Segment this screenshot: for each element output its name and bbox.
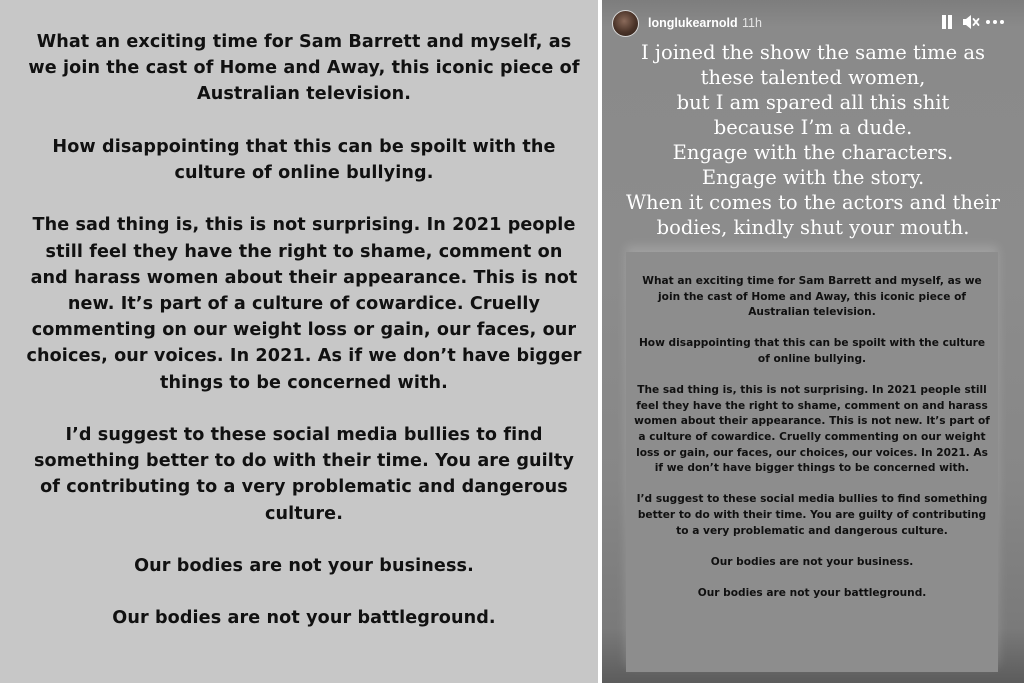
shared-post-text [634, 274, 990, 601]
card-paragraph-5: Our bodies are not your business. [710, 555, 914, 568]
card-paragraph-1: What an exciting time for Sam Barrett and myself, as we join the cast of Home and Away, this iconic piece of Australian television. [642, 275, 982, 319]
story-panel [602, 0, 1024, 683]
caption-line: bodies, kindly shut your mouth. [656, 216, 970, 239]
caption-line: I joined the show the same time as [641, 41, 985, 64]
story-caption [616, 40, 1010, 240]
card-paragraph-3: The sad thing is, this is not surprising. In 2021 people still feel they have the right to shame, comment on and harass women about their appearance. This is not new. It’s part of a culture of cowardice. Cruelly commenting on our weight loss or gain, our faces, our choices, our voices. In 2021. As if we don’t have bigger things to be concerned with. [634, 384, 990, 475]
story-username[interactable]: longlukearnold [648, 16, 738, 30]
left-post-text [26, 29, 582, 632]
left-paragraph-6: Our bodies are not your battleground. [112, 608, 496, 629]
shared-post-card[interactable] [626, 252, 998, 672]
caption-line: Engage with the story. [701, 166, 925, 189]
left-paragraph-2: How disappointing that this can be spoilt with the culture of online bullying. [52, 136, 556, 183]
left-paragraph-4: I’d suggest to these social media bullies to find something better to do with their time. You are guilty of contributing to a very problematic and dangerous culture. [33, 425, 575, 524]
caption-line: When it comes to the actors and their [626, 191, 1000, 214]
caption-line: Engage with the characters. [672, 141, 954, 164]
left-paragraph-1: What an exciting time for Sam Barrett and myself, as we join the cast of Home and Away, this iconic piece of Australian television. [28, 32, 580, 105]
card-paragraph-4: I’d suggest to these social media bullies to find something better to do with their time. You are guilty of contributing to a very problematic and dangerous culture. [636, 493, 988, 537]
card-paragraph-6: Our bodies are not your battleground. [697, 586, 927, 599]
caption-line: but I am spared all this shit [676, 91, 950, 114]
profile-avatar[interactable] [612, 10, 639, 37]
story-header [602, 0, 1024, 42]
caption-line: these talented women, [700, 66, 926, 89]
more-icon[interactable] [985, 20, 1005, 25]
mute-icon[interactable] [962, 14, 980, 30]
left-paragraph-3: The sad thing is, this is not surprising. In 2021 people still feel they have the right to shame, comment on and harass women about their appearance. This is not new. It’s part of a culture of cowardice. Cruelly commenting on our weight loss or gain, our faces, our choices, our voices. In 2021. As if we don’t have bigger things to be concerned with. [26, 215, 582, 393]
caption-line: because I’m a dude. [713, 116, 913, 139]
story-timestamp: 11h [742, 16, 762, 30]
card-paragraph-2: How disappointing that this can be spoilt with the culture of online bullying. [638, 337, 986, 365]
pause-icon[interactable] [941, 15, 953, 29]
left-paragraph-5: Our bodies are not your business. [134, 556, 474, 576]
